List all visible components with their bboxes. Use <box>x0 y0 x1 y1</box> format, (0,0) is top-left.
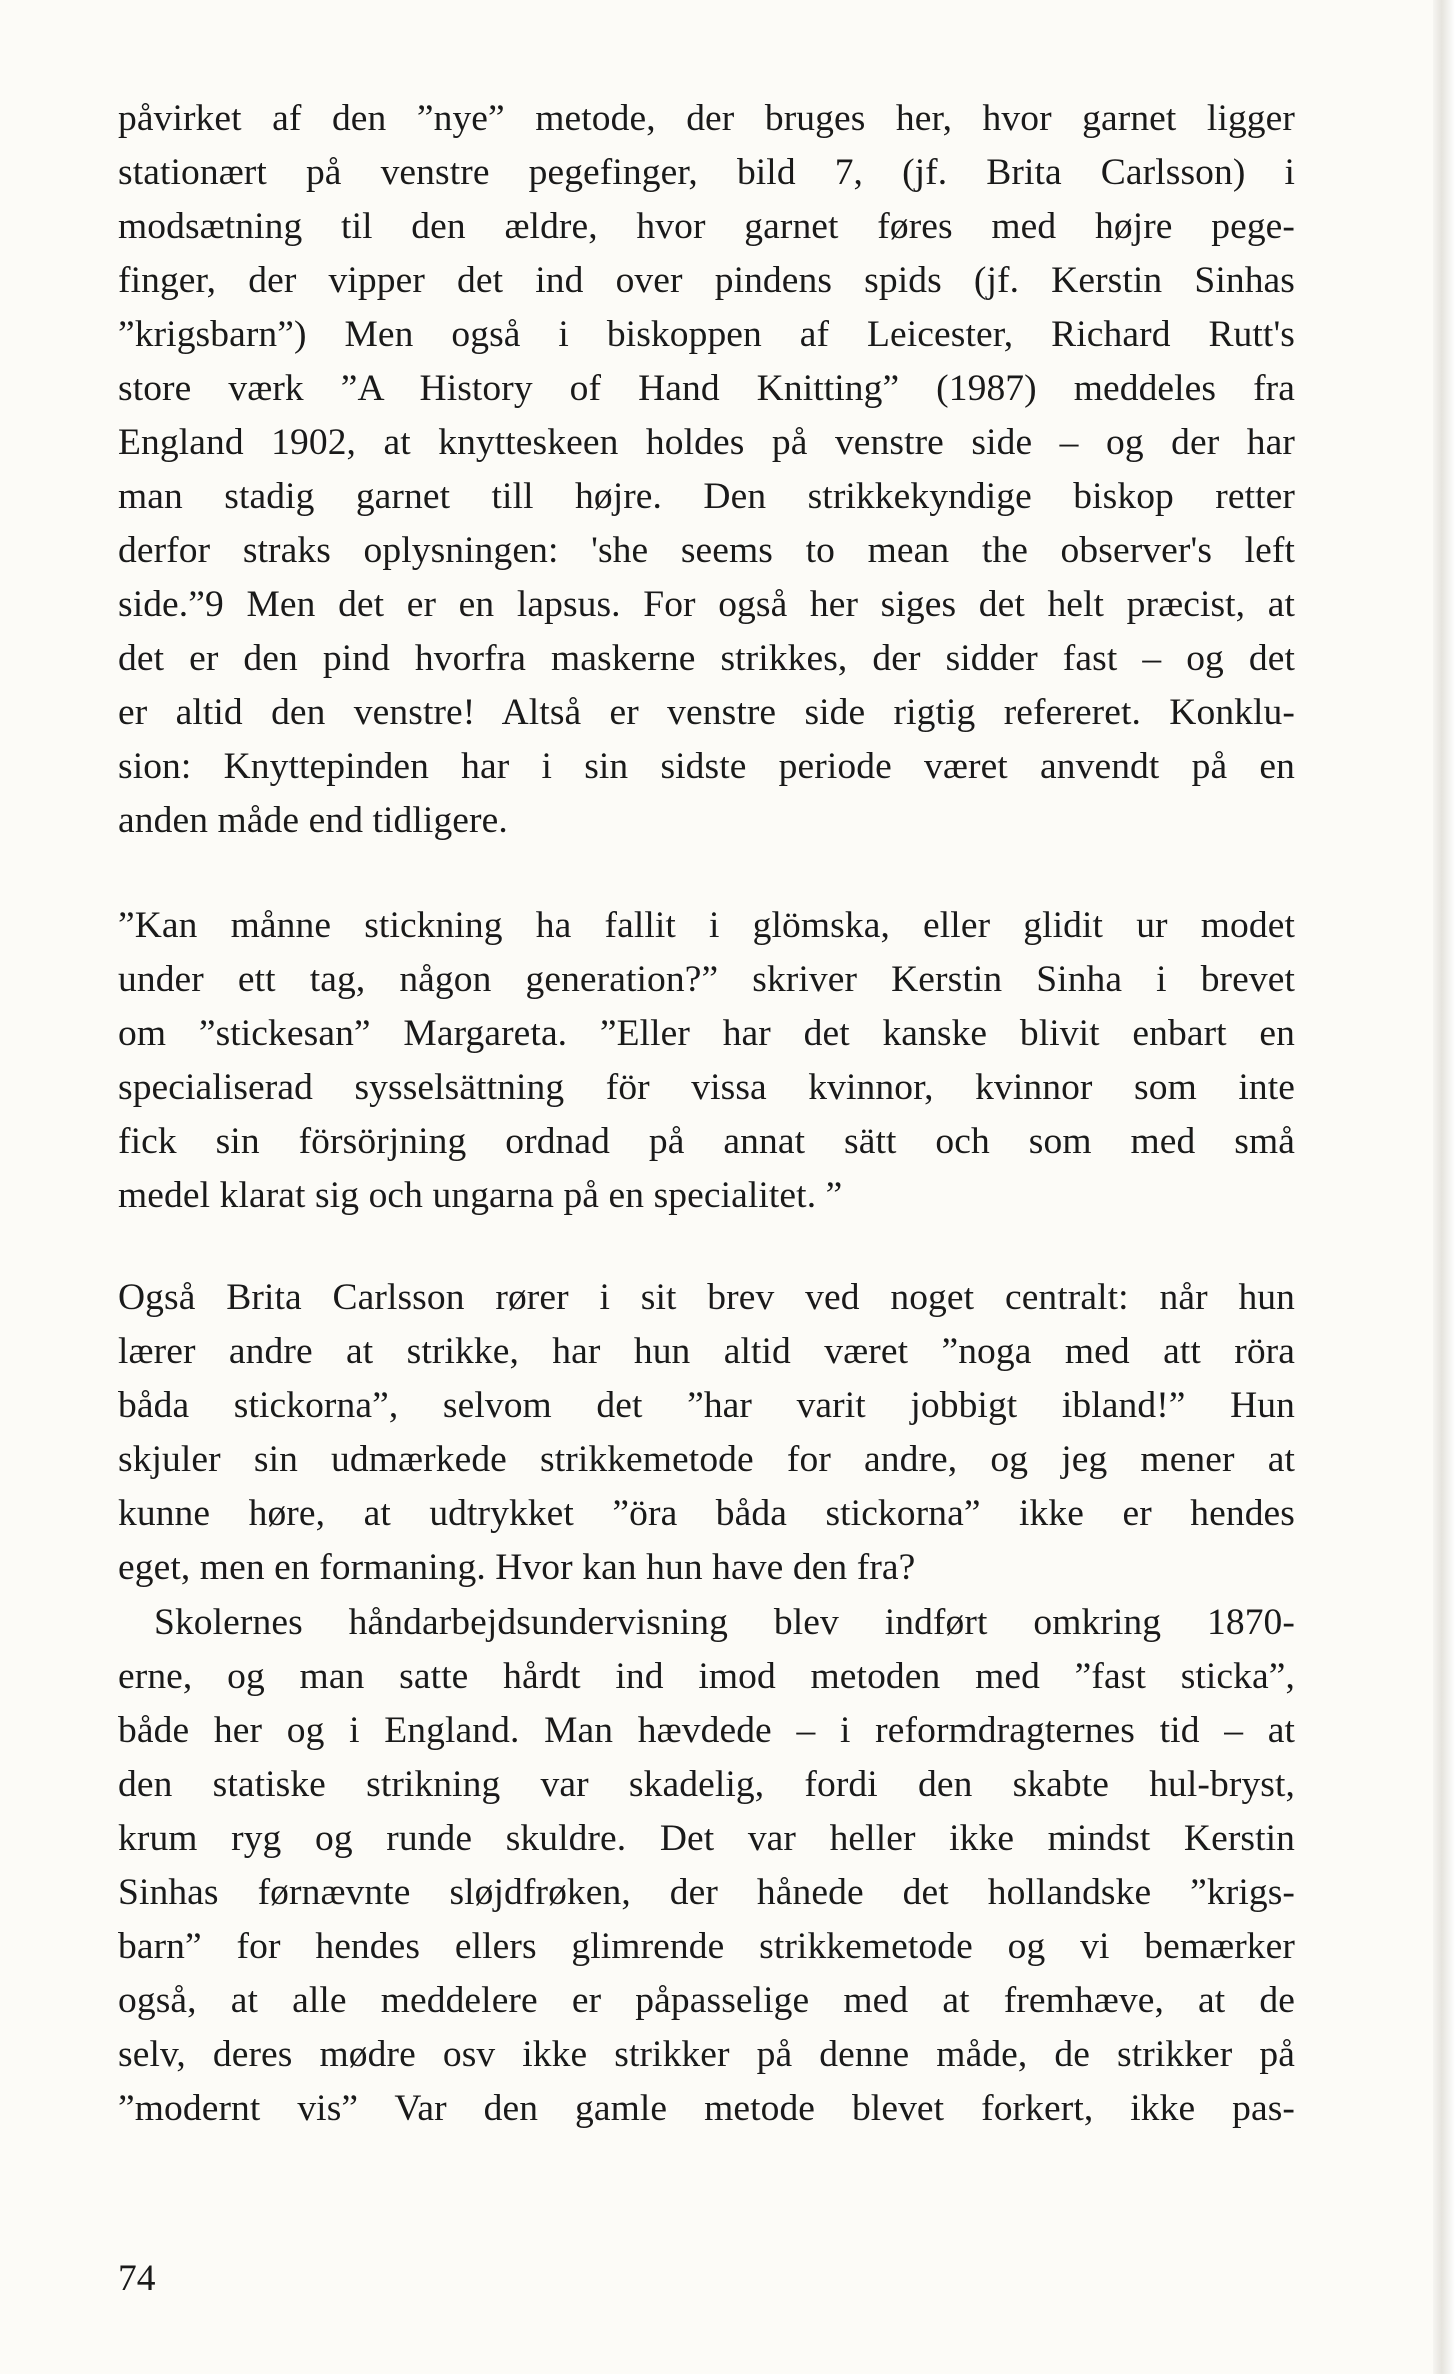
text-line: finger, der vipper det ind over pindens spids (jf. Kerstin Sinhas <box>118 260 1295 301</box>
text-line: specialiserad sysselsättning för vissa kvinnor, kvinnor som inte <box>118 1067 1295 1108</box>
text-line: selv, deres mødre osv ikke strikker på denne måde, de strikker på <box>118 2034 1295 2075</box>
text-line: er altid den venstre! Altså er venstre side rigtig refereret. Konklu- <box>118 692 1295 733</box>
text-line: modsætning til den ældre, hvor garnet føres med højre pege- <box>118 206 1295 247</box>
text-line: fick sin försörjning ordnad på annat sätt och som med små <box>118 1121 1295 1162</box>
page-number: 74 <box>118 2258 156 2299</box>
text-line: den statiske strikning var skadelig, fordi den skabte hul-bryst, <box>118 1764 1295 1805</box>
text-line: England 1902, at knytteskeen holdes på venstre side – og der har <box>118 422 1295 463</box>
text-line: Sinhas førnævnte sløjdfrøken, der hånede det hollandske ”krigs- <box>118 1872 1295 1913</box>
text-line: man stadig garnet till højre. Den strikkekyndige biskop retter <box>118 476 1295 517</box>
text-line: under ett tag, någon generation?” skriver Kerstin Sinha i brevet <box>118 959 1295 1000</box>
text-line: ”Kan månne stickning ha fallit i glömska, eller glidit ur modet <box>118 905 1295 946</box>
text-line: skjuler sin udmærkede strikkemetode for andre, og jeg mener at <box>118 1439 1295 1480</box>
paragraph-1 <box>118 92 1295 848</box>
text-line: det er den pind hvorfra maskerne strikkes, der sidder fast – og det <box>118 638 1295 679</box>
text-line: store værk ”A History of Hand Knitting” (1987) meddeles fra <box>118 368 1295 409</box>
paragraph-4 <box>118 1596 1295 2136</box>
text-line: både her og i England. Man hævdede – i reformdragternes tid – at <box>118 1710 1295 1751</box>
text-line: båda stickorna”, selvom det ”har varit jobbigt ibland!” Hun <box>118 1385 1295 1426</box>
text-line: lærer andre at strikke, har hun altid været ”noga med att röra <box>118 1331 1295 1372</box>
text-line: derfor straks oplysningen: 'she seems to mean the observer's left <box>118 530 1295 571</box>
text-line: barn” for hendes ellers glimrende strikkemetode og vi bemærker <box>118 1926 1295 1967</box>
text-line: sion: Knyttepinden har i sin sidste periode været anvendt på en <box>118 746 1295 787</box>
text-line: ”modernt vis” Var den gamle metode blevet forkert, ikke pas- <box>118 2088 1295 2129</box>
text-line: Også Brita Carlsson rører i sit brev ved noget centralt: når hun <box>118 1277 1295 1318</box>
text-line: Skolernes håndarbejdsundervisning blev indført omkring 1870- <box>154 1602 1295 1643</box>
text-line: stationært på venstre pegefinger, bild 7, (jf. Brita Carlsson) i <box>118 152 1295 193</box>
text-line: også, at alle meddelere er påpasselige med at fremhæve, at de <box>118 1980 1295 2021</box>
text-line: kunne høre, at udtrykket ”öra båda stickorna” ikke er hendes <box>118 1493 1295 1534</box>
page-edge-shadow <box>1433 0 1455 2374</box>
text-line: side.”9 Men det er en lapsus. For også her siges det helt præcist, at <box>118 584 1295 625</box>
text-line: om ”stickesan” Margareta. ”Eller har det kanske blivit enbart en <box>118 1013 1295 1054</box>
text-line: påvirket af den ”nye” metode, der bruges her, hvor garnet ligger <box>118 98 1295 139</box>
text-line: erne, og man satte hårdt ind imod metoden med ”fast sticka”, <box>118 1656 1295 1697</box>
text-line: krum ryg og runde skuldre. Det var heller ikke mindst Kerstin <box>118 1818 1295 1859</box>
text-line: medel klarat sig och ungarna på en specialitet. ” <box>118 1175 843 1216</box>
paragraph-2 <box>118 899 1295 1223</box>
text-line: ”krigsbarn”) Men også i biskoppen af Leicester, Richard Rutt's <box>118 314 1295 355</box>
paragraph-3 <box>118 1271 1295 1595</box>
text-line: eget, men en formaning. Hvor kan hun have den fra? <box>118 1547 916 1588</box>
text-line: anden måde end tidligere. <box>118 800 508 841</box>
